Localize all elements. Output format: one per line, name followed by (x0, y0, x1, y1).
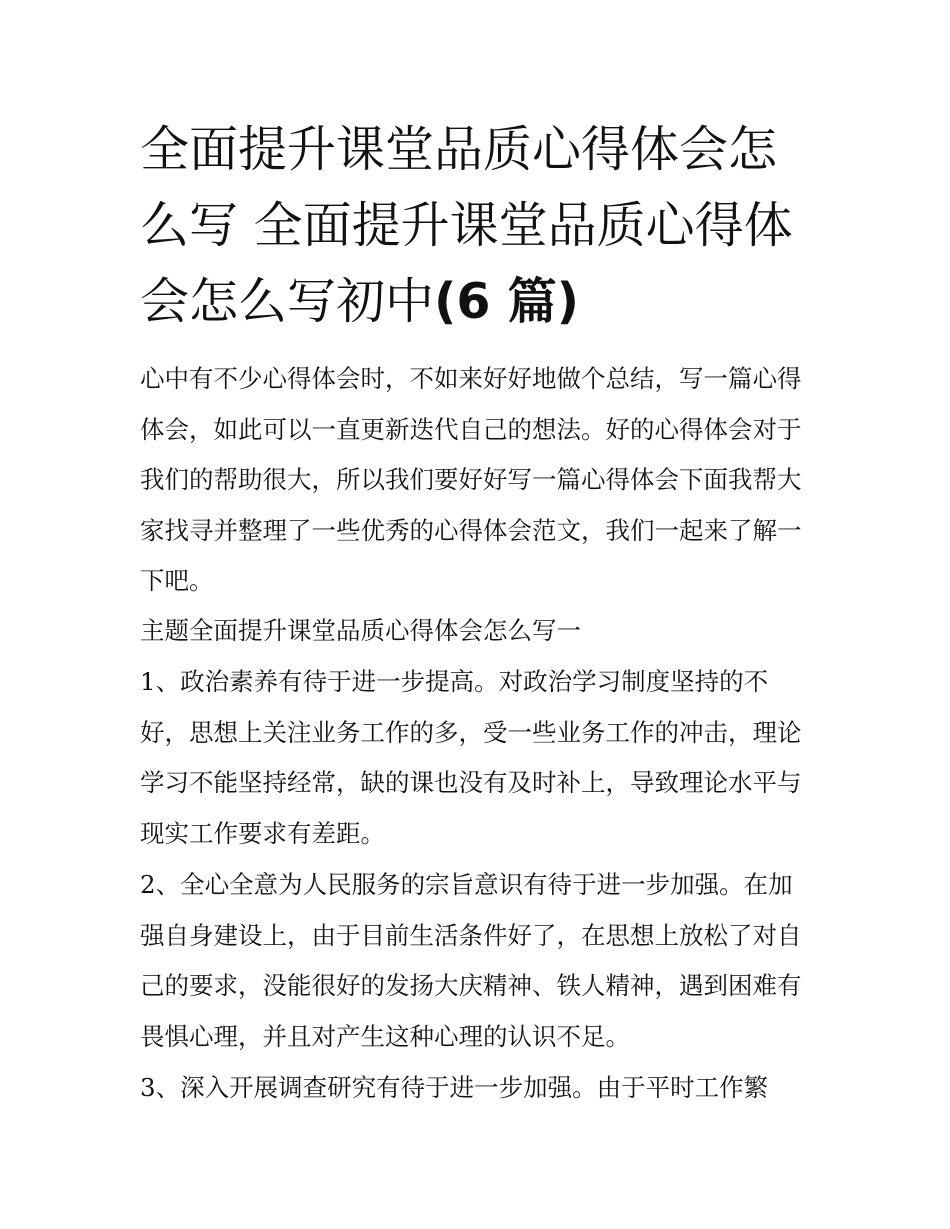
list-item-1: 1、政治素养有待于进一步提高。对政治学习制度坚持的不好，思想上关注业务工作的多，受一些业务工作的冲击，理论学习不能坚持经常，缺的课也没有及时补上，导致理论水平与现实工作要求有差距。 (140, 667, 802, 848)
intro-paragraph: 心中有不少心得体会时，不如来好好地做个总结，写一篇心得体会，如此可以一直更新迭代自己的想法。好的心得体会对于我们的帮助很大，所以我们要好好写一篇心得体会下面我帮大家找寻并整理了一些优秀的心得体会范文，我们一起来了解一下吧。 (140, 364, 802, 595)
document-title (140, 112, 820, 340)
title-main-text: 全面提升课堂品质心得体会怎么写 全面提升课堂品质心得体会怎么写初中 (140, 121, 793, 330)
title-suffix-text: (6 篇) (434, 273, 579, 330)
list-item-3: 3、深入开展调查研究有待于进一步加强。由于平时工作繁 (140, 1073, 769, 1102)
list-item-2: 2、全心全意为人民服务的宗旨意识有待于进一步加强。在加强自身建设上，由于目前生活条件好了，在思想上放松了对自己的要求，没能很好的发扬大庆精神、铁人精神，遇到困难有畏惧心理，并且对产生这种心理的认识不足。 (140, 870, 802, 1051)
section-heading: 主题全面提升课堂品质心得体会怎么写一 (140, 616, 581, 645)
